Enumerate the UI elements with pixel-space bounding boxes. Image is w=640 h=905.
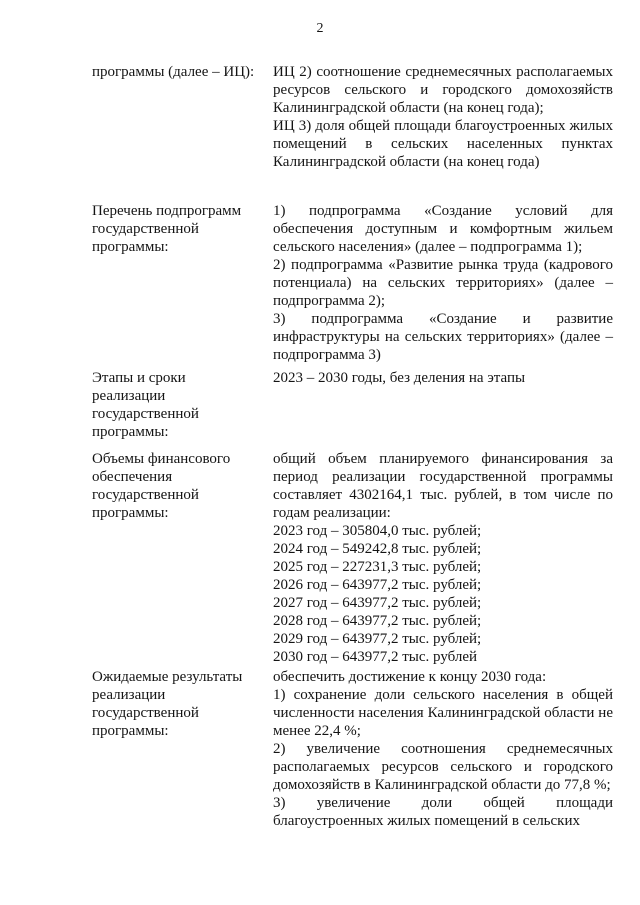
financing-year-line: 2027 год – 643977,2 тыс. рублей;	[273, 595, 482, 611]
value-line: 3) увеличение доли общей площади благоустроенных жилых помещений в сельских	[273, 795, 613, 829]
row-label: программы (далее – ИЦ):	[92, 64, 255, 80]
row-value	[273, 450, 613, 666]
value-line: 2) подпрограмма «Развитие рынка труда (кадрового потенциала) на сельских территориях» (далее – подпрограмма 2);	[273, 257, 613, 309]
row-value	[273, 63, 613, 171]
financing-year-line: 2029 год – 643977,2 тыс. рублей;	[273, 631, 482, 647]
value-line: ИЦ 2) соотношение среднемесячных располагаемых ресурсов сельского и городского домохозяйств Калининградской области (на конец года);	[273, 64, 613, 116]
row-value	[273, 668, 613, 830]
value-line: общий объем планируемого финансирования за период реализации государственной программы составляет 4302164,1 тыс. рублей, в том числе по годам реализации:	[273, 451, 613, 521]
value-line: 2023 – 2030 годы, без деления на этапы	[273, 370, 526, 386]
page-number: 2	[316, 21, 324, 36]
value-line: 1) подпрограмма «Создание условий для обеспечения доступным и комфортным жильем сельского населения» (далее – подпрограмма 1);	[273, 203, 613, 255]
value-line: 1) сохранение доли сельского населения в общей численности населения Калининградской области не менее 22,4 %;	[273, 687, 613, 739]
value-line: ИЦ 3) доля общей площади благоустроенных жилых помещений в сельских населенных пунктах Калининградской области (на конец года)	[273, 118, 613, 170]
row-value	[273, 202, 613, 364]
row-label: Перечень подпрограмм государственной программы:	[92, 203, 242, 255]
financing-year-line: 2026 год – 643977,2 тыс. рублей;	[273, 577, 482, 593]
row-label: Объемы финансового обеспечения государственной программы:	[92, 451, 231, 521]
value-line: обеспечить достижение к концу 2030 года:	[273, 669, 547, 685]
financing-year-line: 2023 год – 305804,0 тыс. рублей;	[273, 523, 482, 539]
value-line: 2) увеличение соотношения среднемесячных располагаемых ресурсов сельского и городского домохозяйств в Калининградской области до 77,8 %;	[273, 741, 613, 793]
financing-year-line: 2028 год – 643977,2 тыс. рублей;	[273, 613, 482, 629]
row-value	[273, 369, 613, 387]
value-line: 3) подпрограмма «Создание и развитие инфраструктуры на сельских территориях» (далее – подпрограмма 3)	[273, 311, 613, 363]
financing-year-line: 2025 год – 227231,3 тыс. рублей;	[273, 559, 482, 575]
row-label: Ожидаемые результаты реализации государственной программы:	[92, 669, 243, 739]
row-label: Этапы и сроки реализации государственной программы:	[92, 370, 199, 440]
financing-year-line: 2030 год – 643977,2 тыс. рублей	[273, 649, 478, 665]
financing-year-line: 2024 год – 549242,8 тыс. рублей;	[273, 541, 482, 557]
